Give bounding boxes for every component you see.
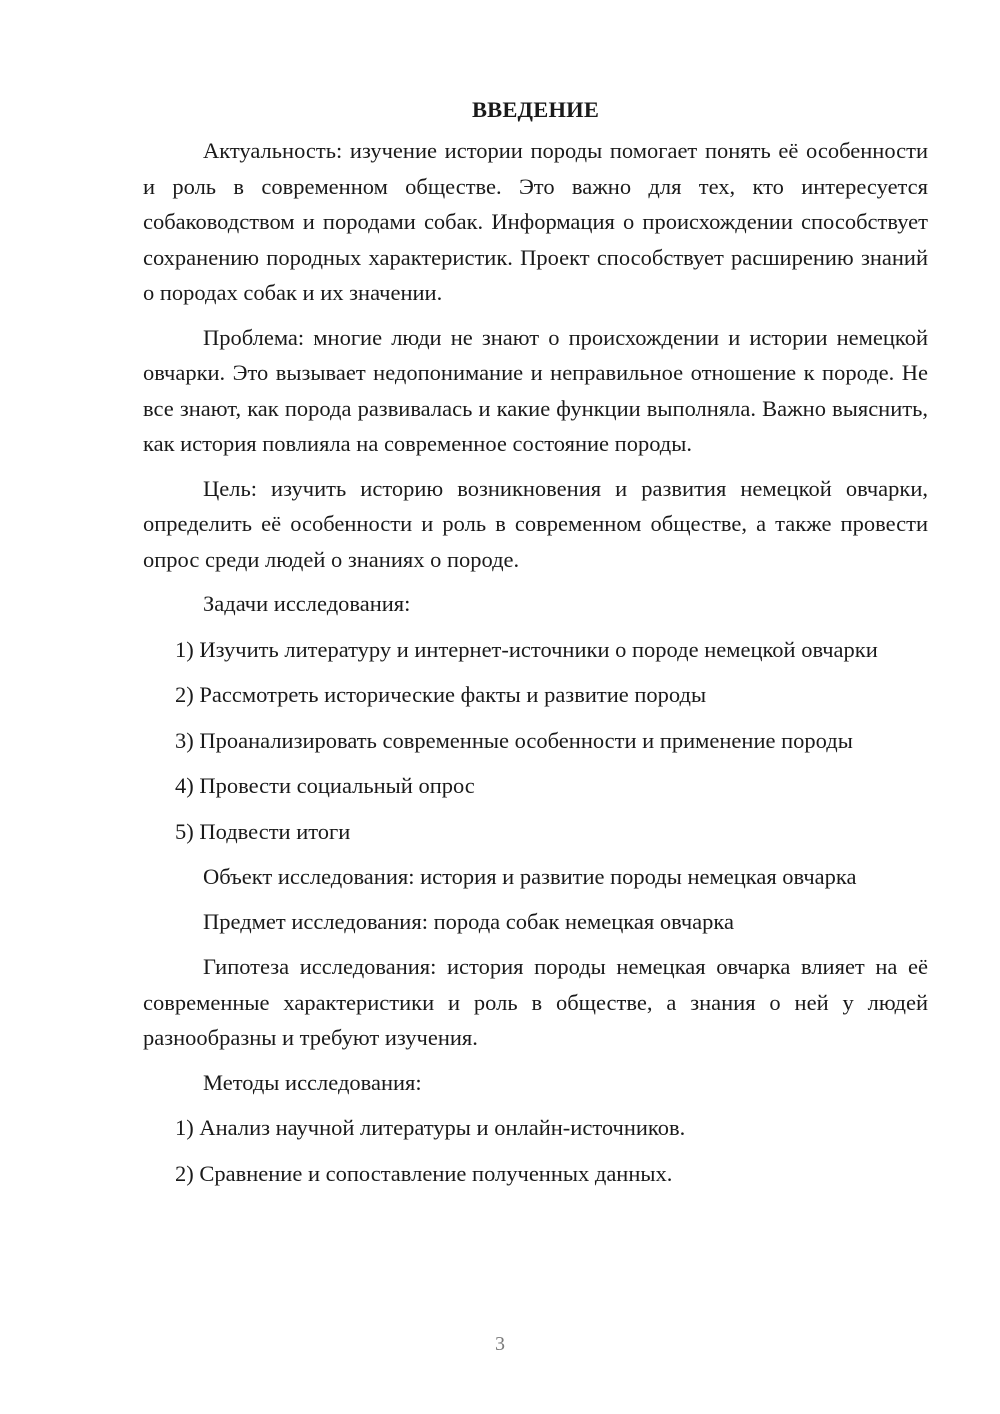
page-title: ВВЕДЕНИЕ bbox=[471, 97, 600, 122]
paragraph-subject: Предмет исследования: порода собак немецкая овчарка bbox=[203, 908, 734, 934]
list-item-method-1: 1) Анализ научной литературы и онлайн-источников. bbox=[175, 1115, 686, 1140]
list-item-task-1: 1) Изучить литературу и интернет-источники о породе немецкой овчарки bbox=[175, 636, 878, 662]
document-page bbox=[143, 92, 928, 1201]
paragraph-goal: Цель: изучить историю возникновения и развития немецкой овчарки, определить её особенности и роль в современном обществе, а также провести опрос среди людей о знаниях о породе. bbox=[143, 475, 928, 572]
methods-list bbox=[143, 1110, 928, 1191]
list-item-task-2: 2) Рассмотреть исторические факты и развитие породы bbox=[175, 682, 707, 707]
list-item-task-5: 5) Подвести итоги bbox=[175, 818, 351, 844]
list-item-method-2: 2) Сравнение и сопоставление полученных данных. bbox=[175, 1160, 673, 1186]
list-item-task-4: 4) Провести социальный опрос bbox=[175, 773, 475, 798]
tasks-heading: Задачи исследования: bbox=[203, 591, 411, 616]
paragraph-problem: Проблема: многие люди не знают о происхождении и истории немецкой овчарки. Это вызывает недопонимание и неправильное отношение к породе. Не все знают, как порода развивалась и какие функции выполняла. Важно выяснить, как история повлияла на современное состояние породы. bbox=[143, 324, 928, 456]
list-item-task-3: 3) Проанализировать современные особенности и применение породы bbox=[175, 727, 853, 753]
page-number: 3 bbox=[495, 1333, 505, 1355]
paragraph-hypothesis: Гипотеза исследования: история породы немецкая овчарка влияет на её современные характеристики и роль в обществе, а знания о ней у людей разнообразны и требуют изучения. bbox=[143, 954, 928, 1050]
paragraph-object: Объект исследования: история и развитие породы немецкая овчарка bbox=[203, 864, 857, 889]
methods-heading: Методы исследования: bbox=[203, 1069, 422, 1095]
tasks-list bbox=[143, 632, 928, 850]
paragraph-relevance: Актуальность: изучение истории породы помогает понять её особенности и роль в современном обществе. Это важно для тех, кто интересуется собаководством и породами собак. Информация о происхождении способствует сохранению породных характеристик. Проект способствует расширению знаний о породах собак и их значении. bbox=[143, 138, 928, 305]
